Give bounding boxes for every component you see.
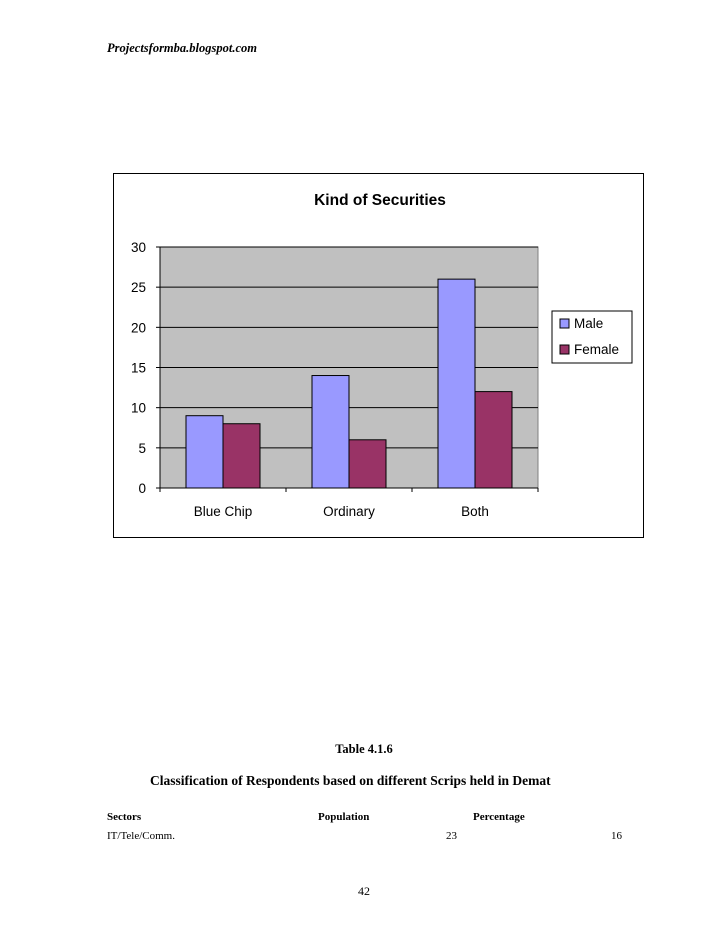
site-header: Projectsformba.blogspot.com	[107, 41, 257, 55]
y-tick-label: 20	[130, 320, 146, 336]
chart-title: Kind of Securities	[314, 192, 446, 209]
legend-swatch-male	[560, 319, 569, 328]
table-title: Table 4.1.6	[335, 742, 393, 756]
x-tick-label: Ordinary	[323, 504, 375, 519]
chart-frame	[113, 173, 644, 538]
y-tick-label: 30	[130, 240, 146, 255]
bar-chart	[114, 174, 643, 537]
bar-female-ordinary	[349, 440, 386, 488]
legend	[552, 311, 632, 363]
cell-sector: IT/Tele/Comm.	[107, 830, 175, 842]
header-sectors: Sectors	[107, 811, 142, 823]
y-tick-label: 25	[130, 280, 146, 296]
y-tick-label: 5	[138, 440, 146, 456]
y-tick-label: 15	[130, 360, 146, 376]
legend-label-female: Female	[574, 342, 620, 357]
cell-population: 23	[446, 830, 457, 842]
bar-male-both	[438, 279, 475, 488]
table-caption: Classification of Respondents based on different Scrips held in Demat	[150, 773, 551, 788]
cell-percentage: 16	[611, 830, 622, 842]
header-percentage: Percentage	[473, 811, 525, 823]
header-population: Population	[318, 811, 370, 823]
legend-label-male: Male	[574, 316, 604, 331]
bar-female-blue-chip	[223, 424, 260, 488]
bar-female-both	[475, 392, 512, 488]
x-tick-label: Both	[461, 504, 489, 519]
x-tick-label: Blue Chip	[193, 504, 253, 519]
bar-male-blue-chip	[186, 416, 223, 488]
legend-swatch-female	[560, 345, 569, 354]
page-number: 42	[358, 884, 370, 898]
y-tick-label: 0	[138, 481, 146, 496]
y-tick-label: 10	[130, 400, 146, 416]
bar-male-ordinary	[312, 376, 349, 488]
